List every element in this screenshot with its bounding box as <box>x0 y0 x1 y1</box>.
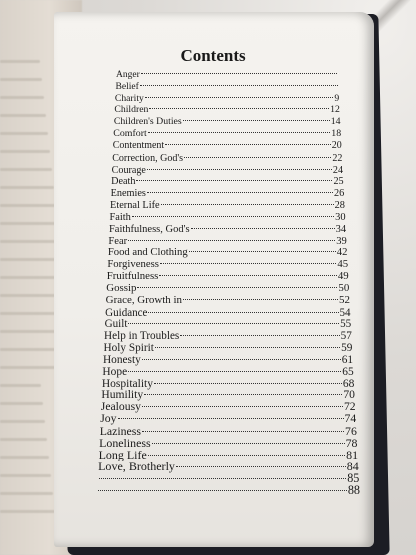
toc-entry <box>109 224 346 236</box>
toc-entry-page-number: 78 <box>345 436 358 450</box>
toc-entry-label: Guidance <box>105 306 148 319</box>
toc-entry <box>102 366 353 378</box>
toc-entry-page-number: 26 <box>334 188 345 200</box>
toc-entry-label: Laziness <box>99 424 141 438</box>
toc-entry <box>109 212 345 223</box>
toc-entry-label: Children's Duties <box>113 117 182 128</box>
toc-entry <box>114 105 340 116</box>
toc-entry <box>104 342 353 354</box>
toc-entry-label: Love, Brotherly <box>98 460 175 474</box>
toc-entry <box>104 330 352 342</box>
toc-entry-label: Enemies <box>110 188 146 200</box>
toc-leader-dots <box>152 443 345 444</box>
toc-entry <box>106 283 349 295</box>
toc-entry-label: Eternal Life <box>110 200 160 212</box>
toc-entry <box>103 354 353 366</box>
toc-leader-dots <box>128 240 335 241</box>
toc-entry-label: Charity <box>114 93 144 104</box>
toc-entry-label: Contentment <box>112 140 165 151</box>
toc-entry-page-number: 14 <box>330 117 341 128</box>
toc-entry <box>108 247 348 259</box>
toc-entry <box>107 259 348 271</box>
toc-entry-page-number: 61 <box>341 353 354 366</box>
toc-leader-dots <box>148 455 345 456</box>
toc-entry-label: Holy Spirit <box>103 342 154 355</box>
toc-entry <box>100 413 356 426</box>
toc-leader-dots <box>149 108 329 109</box>
toc-entry-label: Guilt <box>104 318 128 331</box>
toc-entry-page-number: 88 <box>347 484 360 497</box>
toc-leader-dots <box>183 299 338 300</box>
toc-leader-dots <box>142 359 341 360</box>
toc-entry-label: Hope <box>102 365 128 378</box>
toc-leader-dots <box>147 169 332 170</box>
toc-entry <box>101 389 355 402</box>
toc-leader-dots <box>176 466 346 467</box>
toc-entry <box>108 236 346 248</box>
toc-leader-dots <box>141 73 337 74</box>
toc-leader-dots <box>147 192 333 193</box>
toc-leader-dots <box>136 180 332 181</box>
toc-entry <box>102 378 354 391</box>
toc-leader-dots <box>145 97 334 98</box>
toc-entry-page-number: 42 <box>336 247 348 259</box>
toc-entry <box>105 307 350 319</box>
toc-leader-dots <box>148 312 338 313</box>
toc-entry-label: Humility <box>101 389 144 402</box>
toc-entry <box>112 153 342 164</box>
toc-leader-dots <box>142 431 344 432</box>
toc-entry <box>114 117 341 128</box>
toc-entry-page-number: 22 <box>332 152 343 164</box>
toc-entry-page-number: 84 <box>346 460 359 474</box>
toc-leader-dots <box>148 132 331 133</box>
toc-leader-dots <box>155 347 340 348</box>
toc-entry <box>112 165 343 176</box>
toc-entry-label: Grace, Growth in <box>105 294 183 306</box>
toc-leader-dots <box>128 323 339 324</box>
toc-leader-dots <box>144 394 342 395</box>
toc-entry-label: Honesty <box>102 353 141 366</box>
toc-entry <box>115 94 339 105</box>
toc-entry-page-number: 70 <box>343 389 355 402</box>
toc-entry-page-number: 50 <box>338 282 350 294</box>
toc-entry-page-number: 39 <box>336 235 347 247</box>
toc-leader-dots <box>160 263 336 264</box>
toc-entry-label: Long Life <box>98 448 147 462</box>
toc-entry-label: Courage <box>111 164 146 176</box>
toc-entry-label: Loneliness <box>99 436 151 450</box>
toc-entry-page-number: 81 <box>346 448 359 462</box>
toc-entry <box>105 318 352 330</box>
toc-leader-dots <box>142 406 343 407</box>
toc-entry-page-number: 76 <box>345 424 357 438</box>
toc-entry <box>116 70 338 81</box>
toc-entry-page-number: 34 <box>335 223 347 235</box>
toc-entry-page-number: 55 <box>340 318 352 331</box>
toc-entry-label: Food and Clothing <box>107 247 188 259</box>
toc-leader-dots <box>132 216 334 217</box>
toc-entry <box>111 176 344 187</box>
toc-entry-page-number: 18 <box>331 129 342 140</box>
toc-entry-page-number: 45 <box>337 259 349 271</box>
toc-entry-page-number: 24 <box>332 164 344 176</box>
toc-entry <box>101 401 356 414</box>
toc-leader-dots <box>180 335 339 336</box>
toc-entry-page-number: 9 <box>334 93 340 104</box>
toc-entry-label: Belief <box>115 81 139 92</box>
toc-leader-dots <box>118 418 344 419</box>
toc-leader-dots <box>140 85 338 86</box>
toc-entry-label: Forgiveness <box>107 259 159 271</box>
toc-entry-page-number: 72 <box>343 401 356 414</box>
toc-entry-page-number: 12 <box>330 105 340 116</box>
toc-entry-page-number: 20 <box>331 140 342 151</box>
toc-entry-page-number: 25 <box>333 176 344 188</box>
toc-leader-dots <box>184 157 331 158</box>
toc-entry <box>97 484 360 497</box>
toc-entry <box>107 271 349 283</box>
toc-entry-page-number: 49 <box>337 271 349 283</box>
toc-entry <box>113 129 341 140</box>
toc-entry-page-number: 28 <box>334 200 345 212</box>
toc-entry-label: Anger <box>116 70 140 80</box>
toc-entry-label: Jealousy <box>100 401 141 414</box>
toc-entry-label: Comfort <box>113 129 147 140</box>
toc-entry-page-number: 85 <box>347 472 360 486</box>
toc-entry-label: Joy <box>100 413 117 426</box>
toc-entry-page-number: 30 <box>335 211 346 223</box>
toc-leader-dots <box>98 490 347 491</box>
toc-entry <box>111 188 345 199</box>
toc-entry <box>106 295 350 307</box>
toc-leader-dots <box>128 371 341 372</box>
toc-entry-label: Fear <box>108 235 128 247</box>
toc-entry <box>113 141 342 152</box>
toc-entry-page-number: 54 <box>339 306 351 319</box>
toc-entry-page-number: 68 <box>342 377 355 390</box>
toc-leader-dots <box>191 228 335 229</box>
toc-entry-page-number: 52 <box>338 294 350 306</box>
toc-entry-label: Death <box>111 176 136 188</box>
toc-entry-label: Correction, God's <box>112 152 184 164</box>
toc-entry-label: Children <box>114 105 149 116</box>
toc-leader-dots <box>183 120 330 121</box>
toc-entry-label: Hospitality <box>101 377 153 390</box>
toc-entry-label: Gossip <box>106 282 137 294</box>
toc-entry-label: Fruitfulness <box>106 271 159 283</box>
toc-entry <box>110 200 345 211</box>
toc-entry-page-number: 59 <box>341 342 353 355</box>
toc-entry-page-number: 57 <box>340 330 352 343</box>
toc-leader-dots <box>137 287 337 288</box>
toc-entry-page-number: 65 <box>342 365 354 378</box>
toc-leader-dots <box>189 251 336 252</box>
toc-entry-label: Faithfulness, God's <box>108 223 190 235</box>
toc-leader-dots <box>161 204 334 205</box>
toc-leader-dots <box>99 478 347 479</box>
toc-entry-page-number: 74 <box>344 413 357 426</box>
page-title: Contents <box>180 46 246 65</box>
toc-leader-dots <box>165 144 331 145</box>
toc-entry <box>115 82 338 93</box>
toc-entry-label: Faith <box>109 211 131 223</box>
toc-leader-dots <box>154 383 342 384</box>
toc-leader-dots <box>159 275 337 276</box>
toc-entry-label: Help in Troubles <box>104 330 180 343</box>
